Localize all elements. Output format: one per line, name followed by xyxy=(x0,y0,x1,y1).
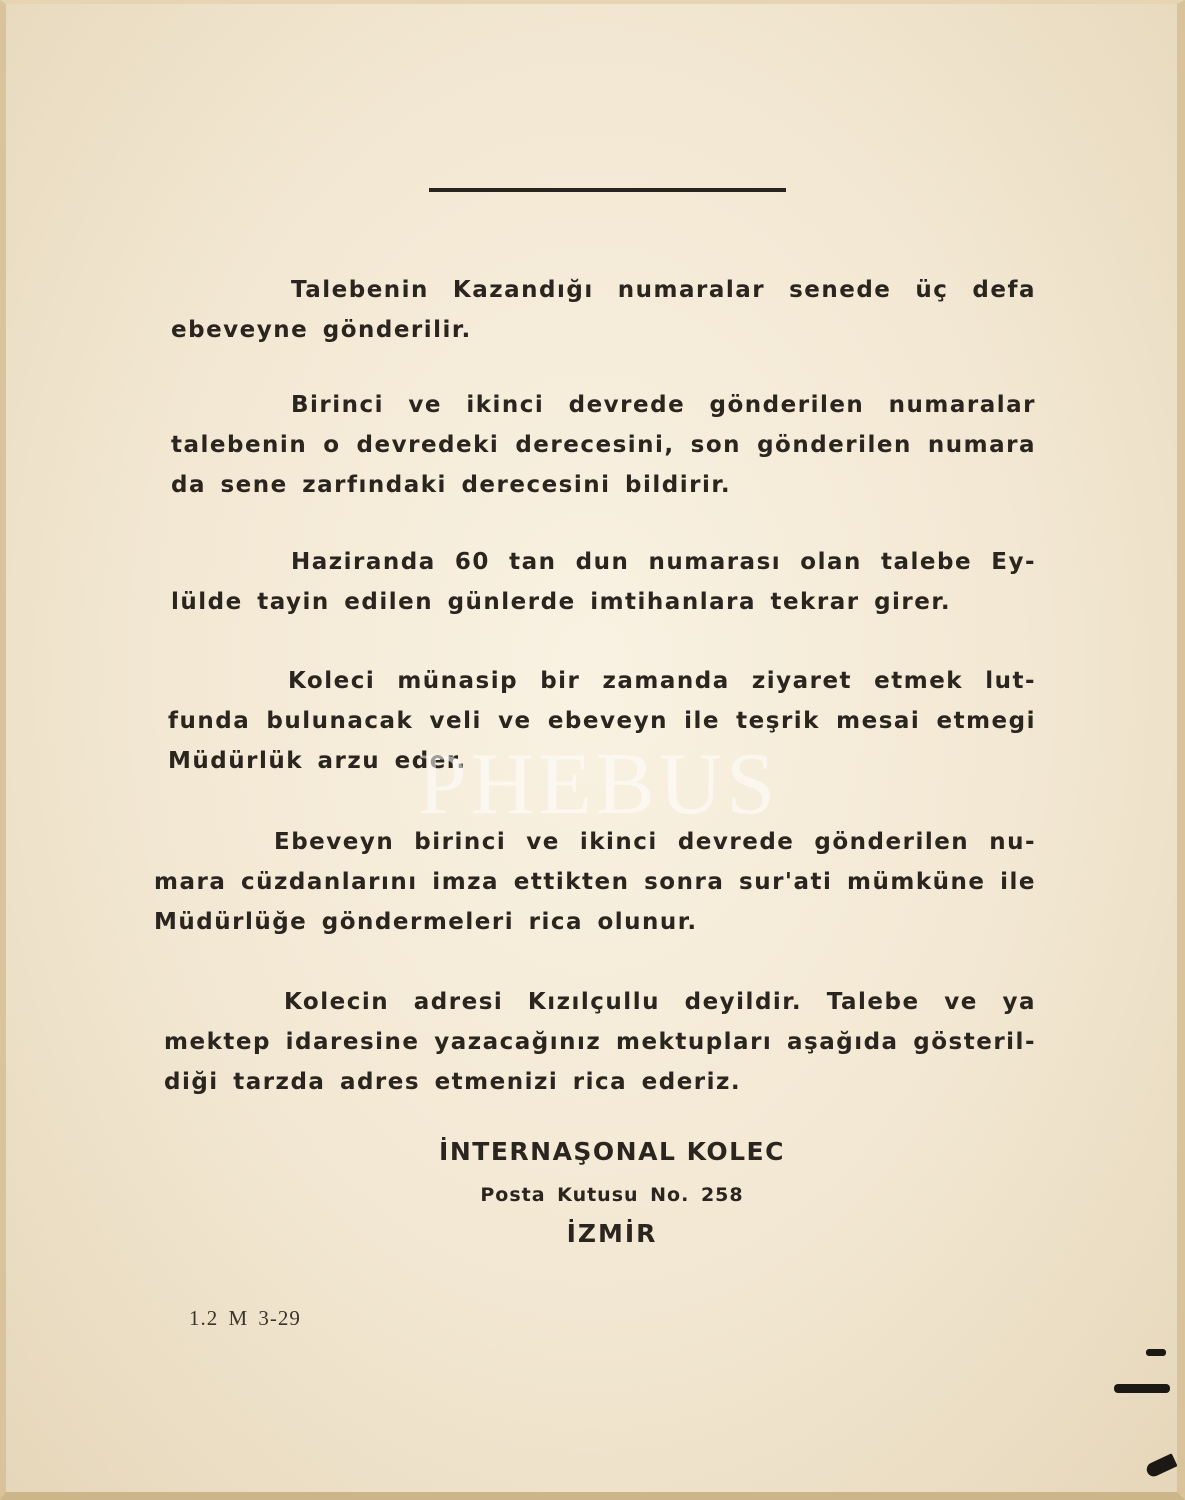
paragraph-line: Talebenin Kazandığı numaralar senede üç defa xyxy=(291,277,1036,303)
paragraph-grades-sent xyxy=(171,270,1036,350)
paragraph-terms xyxy=(171,385,1036,505)
paragraph-line: Koleci münasip bir zamanda ziyaret etmek lut- xyxy=(288,668,1036,694)
ink-mark xyxy=(1144,1453,1177,1478)
paragraph-line: funda bulunacak veli ve ebeveyn ile teşrik mesai etmegi xyxy=(168,708,1036,734)
address-city: İZMİR xyxy=(566,1219,658,1248)
address-name: İNTERNAŞONAL KOLEC xyxy=(439,1137,785,1166)
paragraph-line: diği tarzda adres etmenizi rica ederiz. xyxy=(164,1069,742,1095)
paragraph-line: ebeveyne gönderilir. xyxy=(171,317,472,343)
paragraph-line: Müdürlük arzu eder. xyxy=(168,748,467,774)
paragraph-address-note xyxy=(164,982,1036,1102)
top-rule xyxy=(429,188,786,192)
paragraph-line: mektep idaresine yazacağınız mektupları aşağıda gösteril- xyxy=(164,1029,1036,1055)
ink-mark xyxy=(1114,1384,1170,1393)
paragraph-line: Birinci ve ikinci devrede gönderilen numaralar xyxy=(291,392,1036,418)
paragraph-wallets xyxy=(154,822,1036,942)
paragraph-line: Ebeveyn birinci ve ikinci devrede gönderilen nu- xyxy=(274,829,1036,855)
address-po-box: Posta Kutusu No. 258 xyxy=(480,1184,744,1206)
paragraph-line: Müdürlüğe göndermeleri rica olunur. xyxy=(154,909,698,935)
print-code: 1.2 M 3-29 xyxy=(189,1306,301,1330)
paragraph-line: Kolecin adresi Kızılçullu deyildir. Talebe ve ya xyxy=(284,989,1036,1015)
paragraph-line: Haziranda 60 tan dun numarası olan talebe Ey- xyxy=(291,549,1036,575)
paragraph-line: da sene zarfındaki derecesini bildirir. xyxy=(171,472,732,498)
paragraph-line: talebenin o devredeki derecesini, son gönderilen numara xyxy=(171,432,1036,458)
watermark: PHEBUS xyxy=(417,736,780,833)
paragraph-line: mara cüzdanlarını imza ettikten sonra sur'ati mümküne ile xyxy=(154,869,1036,895)
paragraph-line: lülde tayin edilen günlerde imtihanlara tekrar girer. xyxy=(171,589,952,615)
ink-mark xyxy=(1146,1349,1166,1356)
paragraph-visit xyxy=(168,661,1036,781)
paragraph-exams xyxy=(171,542,1036,622)
